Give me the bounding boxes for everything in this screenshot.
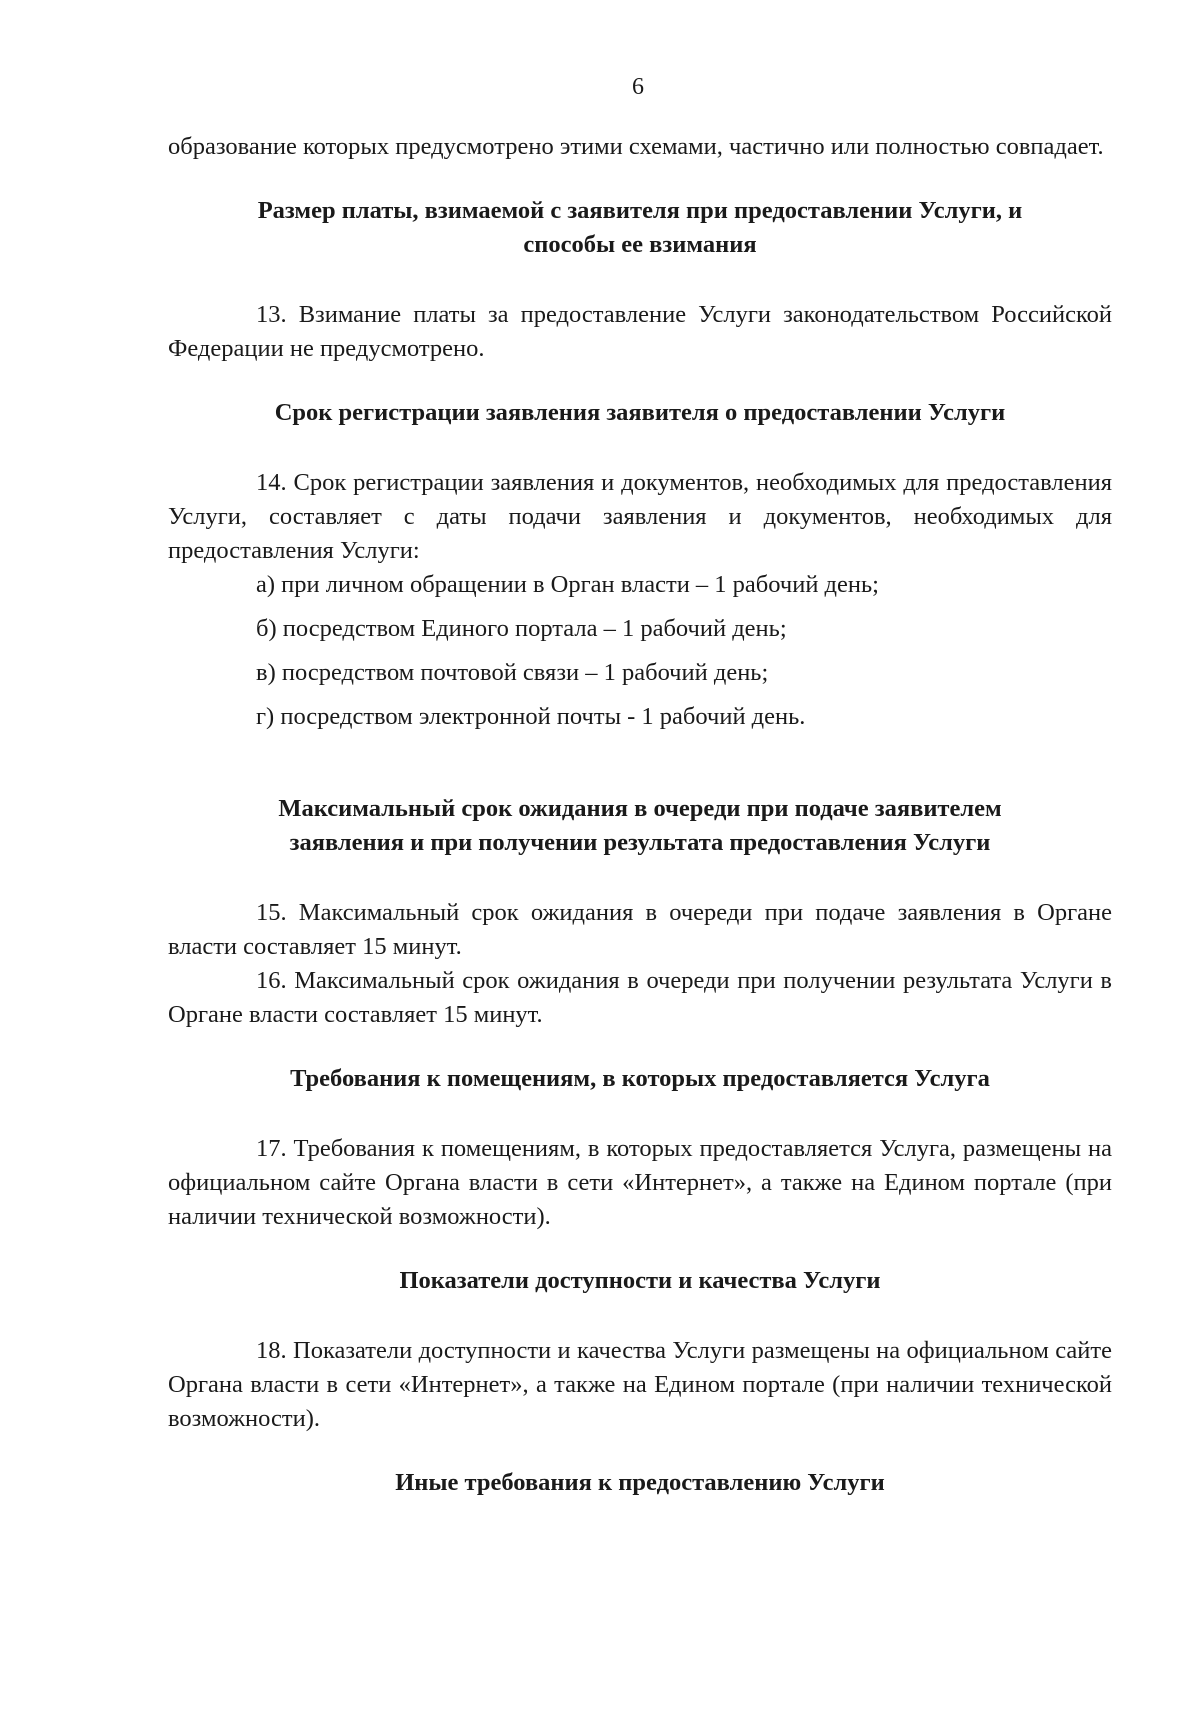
section-heading-quality: Показатели доступности и качества Услуги — [399, 1267, 881, 1294]
paragraph-15: 15. Максимальный срок ожидания в очереди при подаче заявления в Органе власти составляет 15 минут. — [168, 899, 1112, 960]
section-heading-premises: Требования к помещениям, в которых предоставляется Услуга — [290, 1065, 990, 1092]
page-content — [168, 130, 1112, 1500]
list-item-c: в) посредством почтовой связи – 1 рабочий день; — [256, 659, 769, 686]
page-number: 6 — [632, 74, 644, 100]
section-queue — [168, 792, 1112, 1032]
list-item-a: а) при личном обращении в Орган власти – 1 рабочий день; — [256, 571, 879, 598]
section-premises — [168, 1062, 1112, 1234]
section-heading-fee-line1: Размер платы, взимаемой с заявителя при предоставлении Услуги, и — [257, 197, 1023, 224]
section-quality — [168, 1264, 1112, 1436]
paragraph-13: 13. Взимание платы за предоставление Услуги законодательством Российской Федерации не предусмотрено. — [168, 301, 1112, 362]
section-other — [168, 1466, 1112, 1500]
section-heading-queue-line2: заявления и при получении результата предоставления Услуги — [289, 829, 991, 856]
section-fee — [168, 194, 1112, 366]
intro-paragraph: образование которых предусмотрено этими схемами, частично или полностью совпадает. — [168, 133, 1104, 160]
paragraph-14: 14. Срок регистрации заявления и документов, необходимых для предоставления Услуги, составляет с даты подачи заявления и документов, необходимых для предоставления Услуги: — [168, 469, 1112, 564]
section-registration — [168, 396, 1112, 734]
section-heading-other: Иные требования к предоставлению Услуги — [395, 1469, 885, 1496]
paragraph-16: 16. Максимальный срок ожидания в очереди при получении результата Услуги в Органе власти составляет 15 минут. — [168, 967, 1112, 1028]
section-heading-queue-line1: Максимальный срок ожидания в очереди при подаче заявителем — [278, 795, 1002, 822]
list-item-d: г) посредством электронной почты - 1 рабочий день. — [256, 703, 806, 730]
section-heading-registration: Срок регистрации заявления заявителя о предоставлении Услуги — [274, 399, 1006, 426]
section-heading-fee-line2: способы ее взимания — [523, 231, 757, 258]
paragraph-17: 17. Требования к помещениям, в которых предоставляется Услуга, размещены на официальном сайте Органа власти в сети «Интернет», а также на Едином портале (при наличии технической возможности). — [168, 1135, 1112, 1230]
list-item-b: б) посредством Единого портала – 1 рабочий день; — [256, 615, 787, 642]
paragraph-18: 18. Показатели доступности и качества Услуги размещены на официальном сайте Органа власти в сети «Интернет», а также на Едином портале (при наличии технической возможности). — [168, 1337, 1112, 1432]
